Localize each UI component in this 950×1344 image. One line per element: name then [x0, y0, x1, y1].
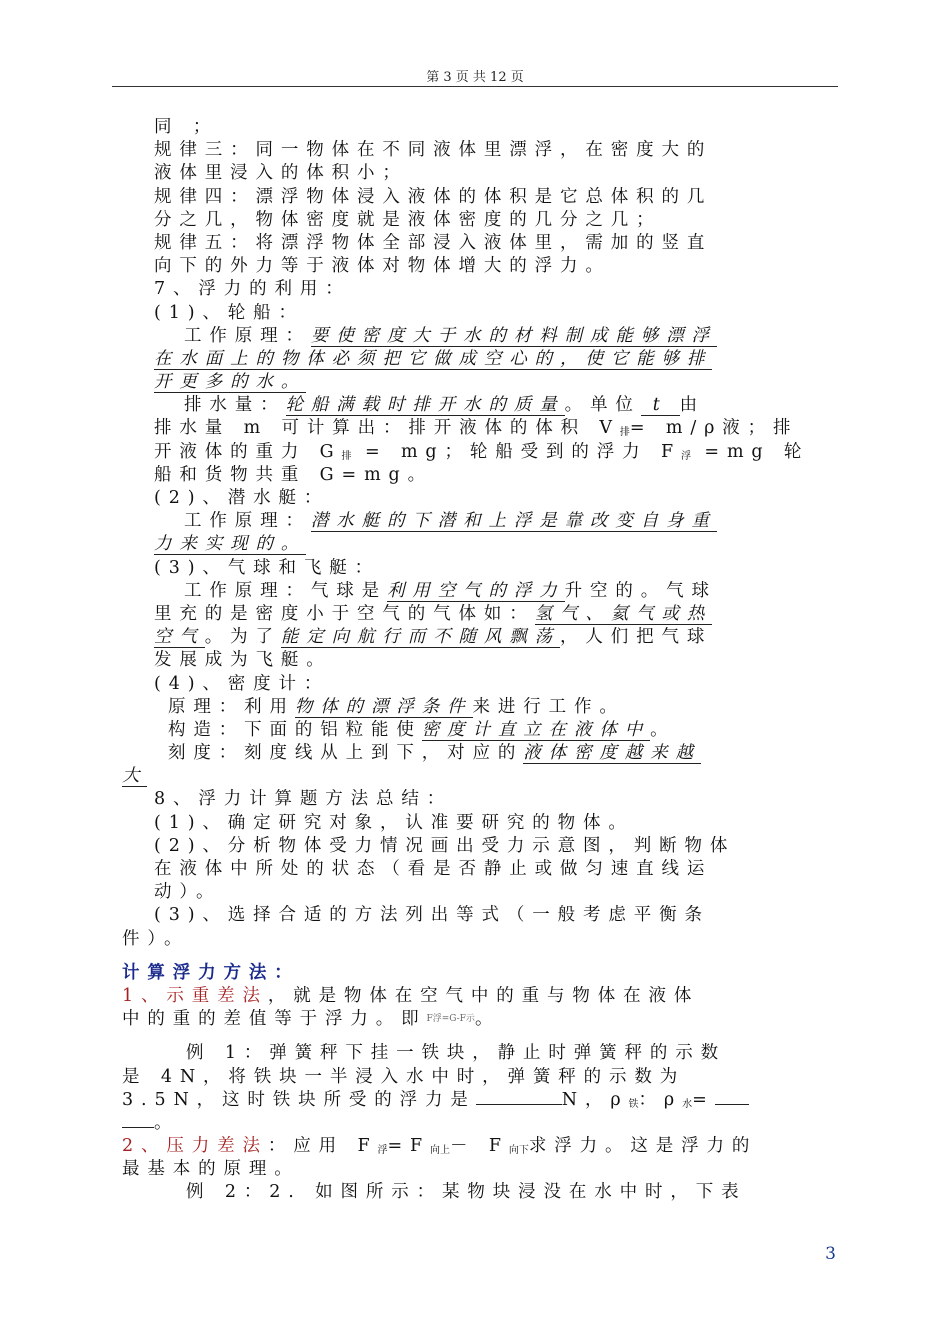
text-fragment: ：ρ	[638, 1089, 683, 1110]
subscript: 向上	[430, 1145, 451, 1157]
text-line: 规律四：漂浮物体浸入液体的体积是它总体积的几	[154, 186, 713, 207]
text-fragment: =F	[387, 1136, 431, 1157]
text-fragment: 排水量 m 可计算出：排开液体的体积 V	[154, 418, 620, 439]
example-line	[122, 1112, 830, 1135]
underlined-answer: 在水面上的物体必须把它做成空心的，使它能够排	[154, 348, 713, 369]
method-title: 2、压力差法	[122, 1136, 268, 1157]
underlined-answer: 物体的漂浮条件	[294, 696, 473, 717]
underlined-answer: 开更多的水。	[154, 372, 307, 393]
text-line	[122, 510, 830, 533]
text-fragment: 构造：下面的铝粒能使	[168, 719, 422, 740]
underlined-answer: 潜水艇的下潜和上浮是靠改变自身重	[310, 511, 717, 532]
text-fragment: 求浮力。这是浮力的	[528, 1136, 758, 1157]
text-fragment: 3.5N，这时铁块所受的浮力是	[122, 1089, 476, 1110]
subscript: 浮	[377, 1145, 388, 1157]
subsection-heading: (3)、气球和飞艇：	[154, 557, 381, 578]
text-fragment: 。单位	[564, 395, 641, 416]
text-fragment: ：应用 F	[267, 1136, 378, 1157]
underlined-answer: 密度计直立在液体中	[421, 719, 651, 740]
text-fragment: ，人们把气球	[560, 627, 713, 648]
text-fragment: 来进行工作。	[472, 696, 625, 717]
subscript: 向下	[508, 1145, 529, 1157]
example-line: 例 1：弹簧秤下挂一铁块，静止时弹簧秤的示数	[186, 1043, 726, 1064]
text-fragment: 由	[679, 395, 706, 416]
text-line: 液体里浸入的体积小；	[154, 163, 408, 184]
text-fragment: = m/ρ液；排	[629, 418, 799, 439]
spacer	[122, 1031, 830, 1042]
text-fragment: =mg 轮	[690, 441, 810, 462]
text-fragment: = mg；轮船受到的浮力 F	[351, 441, 681, 462]
text-fragment: 原理：利用	[168, 696, 295, 717]
underlined-answer: t	[641, 395, 680, 416]
answer-blank[interactable]	[715, 1090, 749, 1105]
subscript: 水	[682, 1098, 693, 1110]
underlined-answer: 氢气、氦气或热	[534, 603, 713, 624]
text-line: 发展成为飞艇。	[154, 650, 332, 671]
text-line: (3)、选择合适的方法列出等式（一般考虑平衡条	[154, 905, 710, 926]
method-title: 1、示重差法	[122, 985, 268, 1006]
text-line	[122, 603, 830, 626]
text-line	[122, 580, 830, 603]
underlined-answer: 液体密度越来越	[523, 743, 701, 764]
answer-blank[interactable]	[476, 1090, 562, 1105]
subsection-heading: (1)、轮船：	[154, 302, 304, 323]
text-fragment: 开液体的重力 G	[154, 441, 342, 462]
formula-image: F浮=G-F示	[426, 1014, 475, 1025]
page-header: 第 3 页 共 12 页	[426, 70, 524, 85]
subsection-heading: (2)、潜水艇：	[154, 488, 330, 508]
text-line	[122, 441, 830, 464]
text-fragment: 里充的是密度小于空气的气体如：	[154, 603, 535, 624]
text-fragment: 。	[154, 1112, 180, 1133]
text-line: (1)、确定研究对象，认准要研究的物体。	[154, 812, 634, 833]
text-line	[122, 985, 830, 1008]
underlined-answer: 空气	[154, 627, 205, 648]
spacer	[122, 951, 830, 962]
text-line: 分之几，物体密度就是液体密度的几分之几；	[154, 209, 662, 230]
underlined-answer: 力来实现的。	[154, 534, 307, 555]
label: 工作原理：	[184, 325, 311, 346]
example-line: 例 2：2. 如图所示：某物块浸没在水中时，下表	[186, 1182, 747, 1203]
text-fragment: 工作原理：气球是	[184, 580, 387, 601]
text-line: 同 ；	[154, 117, 219, 137]
underlined-answer: 大	[122, 766, 148, 787]
text-fragment: 。	[474, 1009, 501, 1030]
text-line: 规律五：将漂浮物体全部浸入液体里，需加的竖直	[154, 232, 713, 253]
subscript: 铁	[628, 1098, 639, 1110]
text-fragment: 。	[650, 719, 676, 740]
text-fragment: ，就是物体在空气中的重与物体在液体	[267, 985, 700, 1006]
text-fragment: N，ρ	[561, 1089, 629, 1110]
text-line	[122, 417, 830, 440]
text-line: 规律三：同一物体在不同液体里漂浮，在密度大的	[154, 140, 713, 161]
text-line: 最基本的原理。	[122, 1159, 300, 1180]
text-line: 件）。	[122, 928, 190, 949]
text-line	[122, 626, 830, 649]
subscript: 浮	[680, 450, 691, 462]
text-line	[122, 1008, 830, 1031]
text-fragment: 刻度：刻度线从上到下，对应的	[168, 743, 524, 764]
text-line	[122, 765, 830, 788]
text-fragment: 。为了	[204, 627, 281, 648]
text-line: 向下的外力等于液体对物体增大的浮力。	[154, 256, 611, 277]
subsection-heading: (4)、密度计：	[154, 673, 330, 694]
text-line	[122, 394, 830, 417]
section-heading: 计算浮力方法：	[122, 962, 300, 983]
text-fragment: 升空的。气球	[564, 580, 717, 601]
underlined-answer: 利用空气的浮力	[387, 580, 565, 601]
underlined-answer: 要使密度大于水的材料制成能够漂浮	[310, 325, 717, 346]
text-fragment: － F	[450, 1136, 509, 1157]
header-divider	[112, 86, 838, 87]
text-line	[122, 742, 830, 765]
text-fragment: 中的重的差值等于浮力。即	[122, 1009, 427, 1030]
text-line	[122, 533, 830, 556]
underlined-answer: 轮船满载时排开水的质量	[285, 395, 565, 416]
subscript: 排	[619, 427, 630, 439]
example-line: 是 4N，将铁块一半浸入水中时，弹簧秤的示数为	[122, 1066, 686, 1087]
text-line: 在液体中所处的状态（看是否静止或做匀速直线运	[154, 859, 713, 879]
page-number: 3	[825, 1244, 836, 1264]
section-heading: 8、浮力计算题方法总结：	[154, 789, 453, 810]
underlined-answer: 能定向航行而不随风飘荡	[280, 627, 560, 648]
document-body	[122, 116, 830, 1205]
section-heading: 7、浮力的利用：	[154, 279, 351, 300]
text-fragment: =	[692, 1089, 715, 1110]
text-line	[122, 325, 830, 348]
subscript: 排	[341, 450, 352, 462]
text-line	[122, 371, 830, 394]
label: 排水量：	[184, 395, 286, 416]
label: 工作原理：	[184, 511, 311, 532]
example-line	[122, 1089, 830, 1112]
text-line	[122, 1135, 830, 1158]
text-line: (2)、分析物体受力情况画出受力示意图，判断物体	[154, 835, 736, 856]
text-line	[122, 719, 830, 742]
text-line: 船和货物共重 G=mg。	[154, 464, 434, 485]
text-line: 动）。	[154, 882, 222, 903]
answer-blank[interactable]	[122, 1113, 154, 1128]
text-line	[122, 696, 830, 719]
text-line	[122, 348, 830, 371]
